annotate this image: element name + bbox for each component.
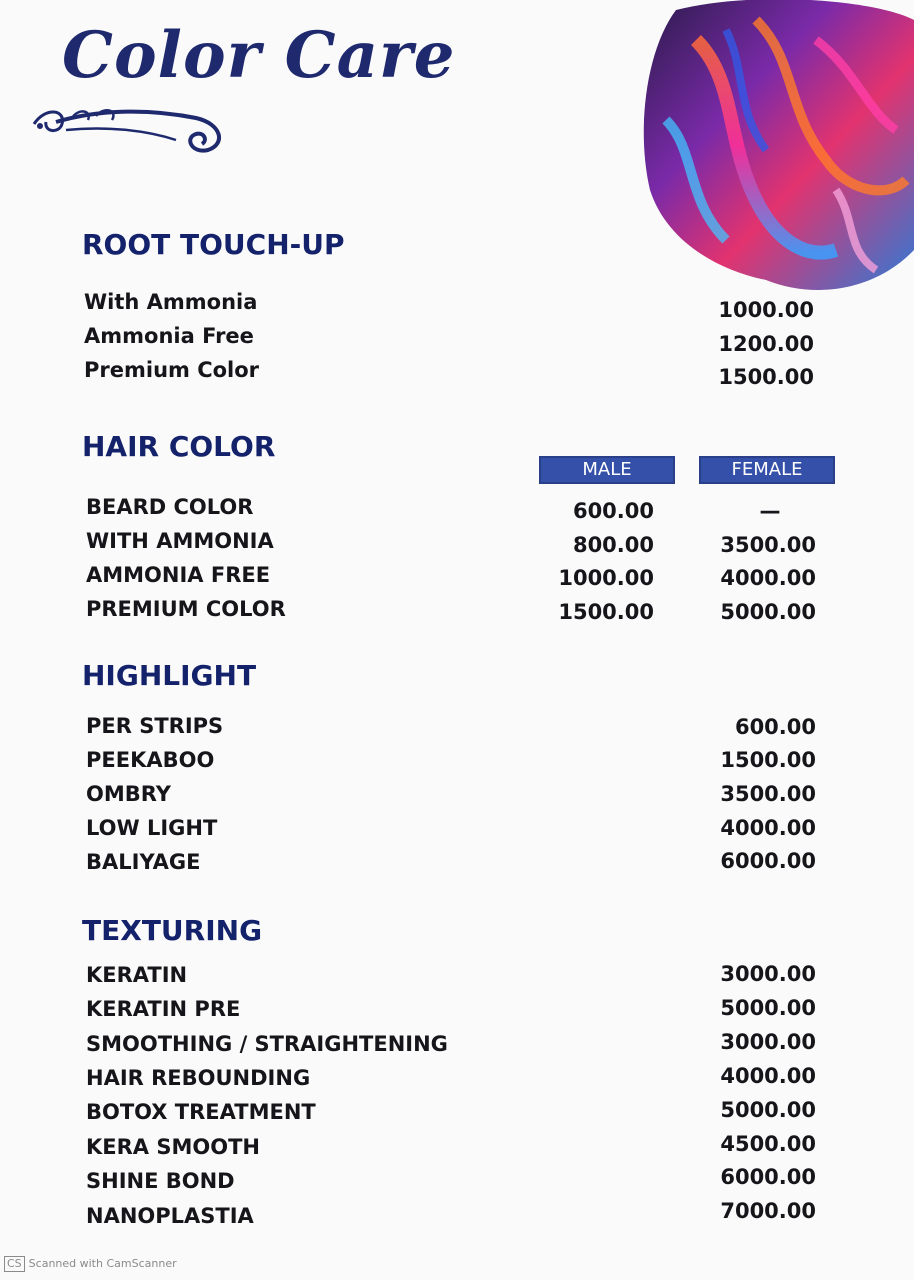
item-price: 4500.00 bbox=[720, 1132, 816, 1156]
female-price: 3500.00 bbox=[720, 533, 816, 557]
item-price: 3500.00 bbox=[720, 782, 816, 806]
item-name: LOW LIGHT bbox=[86, 816, 218, 840]
item-name: BOTOX TREATMENT bbox=[86, 1100, 316, 1124]
item-name: With Ammonia bbox=[84, 290, 258, 314]
item-name: Premium Color bbox=[84, 358, 260, 382]
logo-title: Color Care bbox=[62, 18, 456, 93]
female-price: — bbox=[759, 499, 781, 523]
section-title-texturing: TEXTURING bbox=[82, 914, 263, 947]
item-price: 5000.00 bbox=[720, 1098, 816, 1122]
female-price: 4000.00 bbox=[720, 566, 816, 590]
item-price: 1500.00 bbox=[720, 748, 816, 772]
column-header-female: FEMALE bbox=[699, 456, 835, 484]
item-price: 3000.00 bbox=[720, 1030, 816, 1054]
camscanner-logo: CS bbox=[4, 1256, 25, 1272]
female-price: 5000.00 bbox=[720, 600, 816, 624]
item-price: 7000.00 bbox=[720, 1199, 816, 1223]
item-name: PEEKABOO bbox=[86, 748, 215, 772]
item-price: 3000.00 bbox=[720, 962, 816, 986]
item-price: 6000.00 bbox=[720, 849, 816, 873]
male-price: 800.00 bbox=[572, 533, 654, 557]
item-name: PREMIUM COLOR bbox=[86, 597, 286, 621]
item-name: OMBRY bbox=[86, 782, 171, 806]
item-name: SMOOTHING / STRAIGHTENING bbox=[86, 1032, 448, 1056]
scanner-watermark bbox=[4, 1256, 177, 1272]
item-price: 1200.00 bbox=[718, 332, 814, 356]
item-name: BALIYAGE bbox=[86, 850, 201, 874]
logo-swirl-ornament bbox=[26, 96, 236, 160]
item-name: BEARD COLOR bbox=[86, 495, 254, 519]
item-price: 1000.00 bbox=[718, 298, 814, 322]
item-name: SHINE BOND bbox=[86, 1169, 235, 1193]
item-name: KERATIN bbox=[86, 963, 188, 987]
colorful-hair-image bbox=[636, 0, 914, 300]
item-name: PER STRIPS bbox=[86, 714, 224, 738]
male-price: 1000.00 bbox=[558, 566, 654, 590]
item-name: HAIR REBOUNDING bbox=[86, 1066, 311, 1090]
item-price: 600.00 bbox=[734, 715, 816, 739]
item-price: 5000.00 bbox=[720, 996, 816, 1020]
item-name: KERATIN PRE bbox=[86, 997, 241, 1021]
male-price: 600.00 bbox=[572, 499, 654, 523]
watermark-text: Scanned with CamScanner bbox=[28, 1257, 177, 1270]
item-price: 1500.00 bbox=[718, 365, 814, 389]
male-price: 1500.00 bbox=[558, 600, 654, 624]
item-price: 6000.00 bbox=[720, 1165, 816, 1189]
item-price: 4000.00 bbox=[720, 1064, 816, 1088]
item-name: AMMONIA FREE bbox=[86, 563, 271, 587]
column-header-male: MALE bbox=[539, 456, 675, 484]
section-title-hair-color: HAIR COLOR bbox=[82, 430, 276, 463]
section-title-root-touchup: ROOT TOUCH-UP bbox=[82, 228, 345, 261]
item-price: 4000.00 bbox=[720, 816, 816, 840]
item-name: NANOPLASTIA bbox=[86, 1204, 254, 1228]
section-title-highlight: HIGHLIGHT bbox=[82, 659, 257, 692]
item-name: KERA SMOOTH bbox=[86, 1135, 260, 1159]
item-name: WITH AMMONIA bbox=[86, 529, 274, 553]
item-name: Ammonia Free bbox=[84, 324, 254, 348]
